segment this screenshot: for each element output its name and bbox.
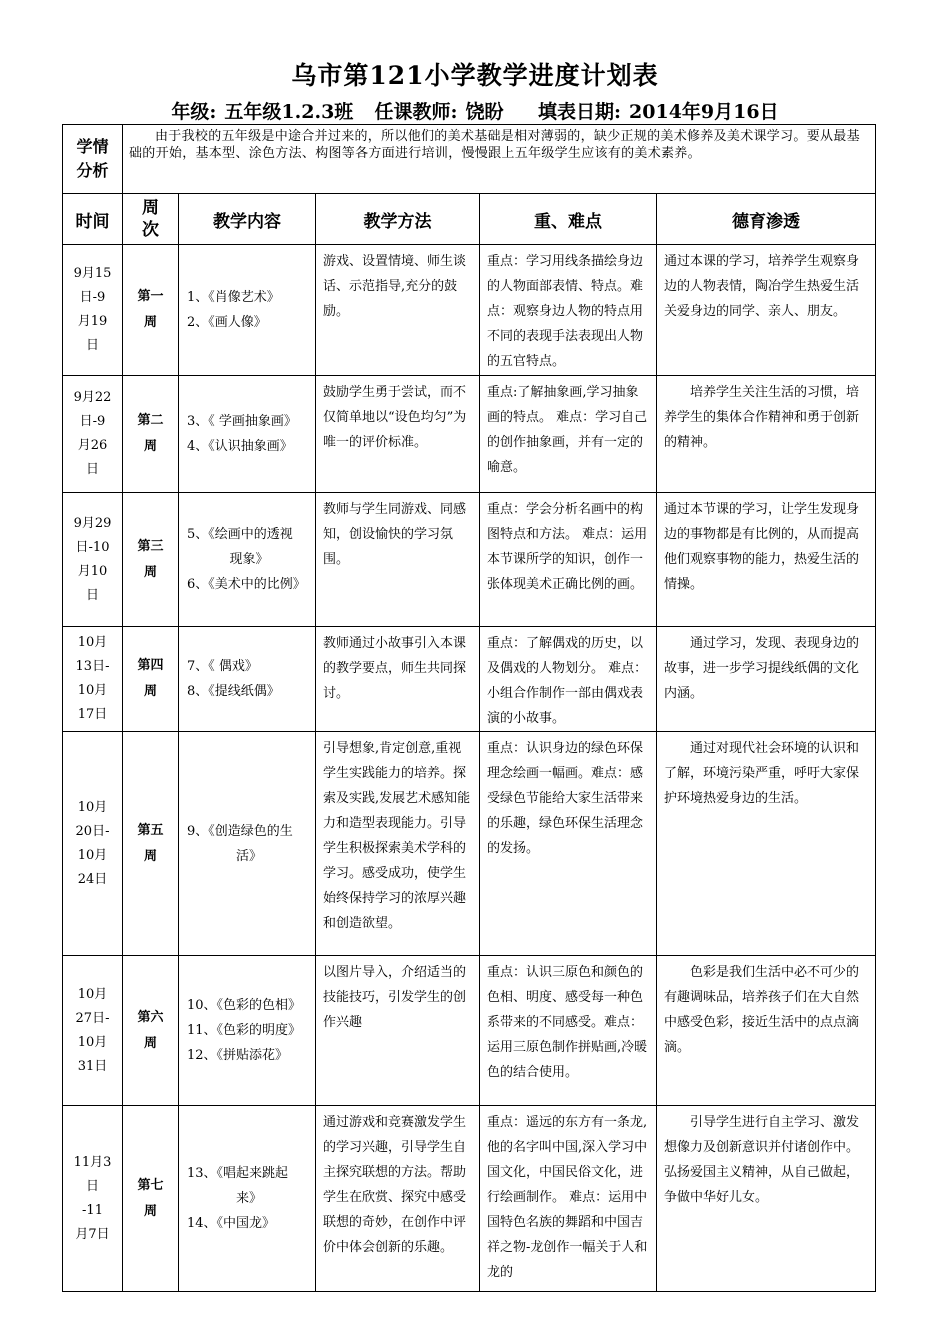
week-line: 第四 bbox=[137, 658, 164, 673]
week-line: 第一 bbox=[137, 289, 164, 304]
week-cell bbox=[123, 376, 179, 493]
moral-cell: 培养学生关注生活的习惯，培养学生的集体合作精神和勇于创新的精神。 bbox=[657, 376, 876, 493]
table-row bbox=[63, 1106, 876, 1292]
teacher-value: 饶盼 bbox=[465, 101, 504, 123]
focus-cell: 重点：认识身边的绿色环保理念绘画一幅画。难点：感受绿色节能给大家生活带来的乐趣，绿色环保生活理念的发扬。 bbox=[480, 732, 657, 956]
focus-cell: 重点：了解偶戏的历史，以及偶戏的人物划分。 难点：小组合作制作一部由偶戏表演的小故事。 bbox=[480, 627, 657, 732]
teacher-label: 任课教师: bbox=[374, 101, 458, 123]
time-line: 20日- bbox=[75, 823, 110, 839]
moral-cell: 通过对现代社会环境的认识和了解，环境污染严重，呼吁大家保护环境热爱身边的生活。 bbox=[657, 732, 876, 956]
time-line: 日 bbox=[85, 338, 99, 353]
method-cell: 以图片导入，介绍适当的技能技巧，引发学生的创作兴趣 bbox=[316, 956, 480, 1106]
moral-cell: 通过本课的学习，培养学生观察身边的人物表情，陶冶学生热爱生活关爱身边的同学、亲人、朋友。 bbox=[657, 245, 876, 376]
week-cell bbox=[123, 245, 179, 376]
time-cell bbox=[63, 627, 123, 732]
time-cell bbox=[63, 376, 123, 493]
time-cell bbox=[63, 245, 123, 376]
time-line: 9月22 bbox=[73, 390, 112, 405]
grade-value: 五年级1.2.3班 bbox=[224, 101, 354, 123]
week-line: 第二 bbox=[137, 413, 164, 428]
content-line: 4、《认识抽象画》 bbox=[187, 439, 293, 454]
content-cell bbox=[179, 627, 316, 732]
column-header-focus: 重、难点 bbox=[480, 194, 657, 245]
time-line: 日-9 bbox=[79, 414, 106, 429]
column-header-method: 教学方法 bbox=[316, 194, 480, 245]
focus-cell: 重点：学会分析名画中的构图特点和方法。 难点：运用本节课所学的知识，创作一张体现美术正确比例的画。 bbox=[480, 493, 657, 627]
time-line: 月26 bbox=[77, 438, 108, 453]
week-line: 周 bbox=[143, 1203, 157, 1219]
content-cell bbox=[179, 732, 316, 956]
week-line: 第七 bbox=[137, 1177, 164, 1193]
week-cell bbox=[123, 627, 179, 732]
grade-label: 年级: bbox=[171, 101, 217, 123]
header-row bbox=[63, 194, 876, 245]
time-line: 24日 bbox=[77, 871, 108, 887]
content-line: 6、《美术中的比例》 bbox=[187, 577, 306, 592]
method-cell: 游戏、设置情境、师生谈话、示范指导,充分的鼓励。 bbox=[316, 245, 480, 376]
time-line: 10月 bbox=[77, 986, 108, 1002]
method-cell: 通过游戏和竞赛激发学生的学习兴趣，引导学生自主探究联想的方法。帮助学生在欣赏、探究中感受联想的奇妙，在创作中评价中体会创新的乐趣。 bbox=[316, 1106, 480, 1292]
time-line: 17日 bbox=[77, 707, 108, 722]
content-line: 7、《 偶戏》 bbox=[187, 659, 258, 674]
analysis-label bbox=[63, 125, 123, 194]
content-cell bbox=[179, 493, 316, 627]
time-line: 13日- bbox=[75, 659, 110, 674]
time-line: 10月 bbox=[77, 1034, 108, 1050]
table-row bbox=[63, 376, 876, 493]
week-line: 第三 bbox=[137, 538, 164, 554]
focus-cell: 重点：认识三原色和颜色的色相、明度、感受每一种色系带来的不同感受。难点：运用三原色制作拼贴画,冷暖色的结合使用。 bbox=[480, 956, 657, 1106]
content-line: 3、《 学画抽象画》 bbox=[187, 414, 297, 429]
content-cell bbox=[179, 245, 316, 376]
header-line bbox=[0, 97, 950, 124]
page-title: 乌市第121小学教学进度计划表 bbox=[291, 61, 659, 90]
focus-cell: 重点：遥远的东方有一条龙,他的名字叫中国,深入学习中国文化，中国民俗文化，进行绘画制作。 难点：运用中国特色名族的舞蹈和中国吉祥之物-龙创作一幅关于人和龙的 bbox=[480, 1106, 657, 1292]
time-cell bbox=[63, 956, 123, 1106]
moral-cell: 色彩是我们生活中必不可少的有趣调味品，培养孩子们在大自然中感受色彩，接近生活中的点点滴滴。 bbox=[657, 956, 876, 1106]
focus-cell: 重点:了解抽象画,学习抽象画的特点。 难点：学习自己的创作抽象画，并有一定的喻意。 bbox=[480, 376, 657, 493]
week-line: 第六 bbox=[137, 1009, 164, 1025]
schedule-table bbox=[62, 124, 876, 1292]
time-line: 27日- bbox=[75, 1010, 110, 1026]
analysis-text: 由于我校的五年级是中途合并过来的，所以他们的美术基础是相对薄弱的，缺少正规的美术修养及美术课学习。要从最基础的开始，基本型、涂色方法、构图等各方面进行培训，慢慢跟上五年级学生应该有的美术素养。 bbox=[123, 125, 876, 194]
date-label: 填表日期: bbox=[538, 101, 622, 123]
method-cell: 教师通过小故事引入本课的教学要点，师生共同探讨。 bbox=[316, 627, 480, 732]
week-cell bbox=[123, 956, 179, 1106]
content-line: 活》 bbox=[235, 848, 262, 864]
content-cell bbox=[179, 376, 316, 493]
column-header-moral: 德育渗透 bbox=[657, 194, 876, 245]
column-header-time: 时间 bbox=[63, 194, 123, 245]
week-cell bbox=[123, 1106, 179, 1292]
analysis-label-line: 分析 bbox=[76, 161, 109, 180]
method-cell: 引导想象,肯定创意,重视学生实践能力的培养。探索及实践,发展艺术感知能力和造型表现能力。引导学生积极探索美术学科的学习。感受成功，使学生始终保持学习的浓厚兴趣和创造欲望。 bbox=[316, 732, 480, 956]
time-line: 日 bbox=[85, 462, 99, 477]
method-cell: 鼓励学生勇于尝试，而不仅简单地以“设色均匀”为唯一的评价标准。 bbox=[316, 376, 480, 493]
week-line: 周 bbox=[143, 564, 157, 580]
week-line: 周 bbox=[143, 1035, 157, 1051]
time-line: 9月29 bbox=[73, 515, 112, 531]
time-line: 日-10 bbox=[75, 539, 110, 555]
table-row bbox=[63, 732, 876, 956]
time-line: 月7日 bbox=[75, 1226, 110, 1242]
date-value: 2014年9月16日 bbox=[629, 101, 779, 123]
column-header-content: 教学内容 bbox=[179, 194, 316, 245]
content-line: 9、《创造绿色的生 bbox=[187, 823, 293, 839]
time-line: 日-9 bbox=[79, 290, 106, 305]
time-line: 10月 bbox=[77, 799, 108, 815]
content-cell bbox=[179, 1106, 316, 1292]
moral-cell: 通过学习，发现、表现身边的故事，进一步学习提线纸偶的文化内涵。 bbox=[657, 627, 876, 732]
week-header-line: 周 bbox=[142, 198, 159, 218]
table-row bbox=[63, 627, 876, 732]
time-cell bbox=[63, 732, 123, 956]
time-line: -11 bbox=[82, 1202, 103, 1218]
time-line: 月19 bbox=[77, 314, 108, 329]
time-line: 31日 bbox=[77, 1058, 108, 1074]
content-line: 13、《唱起来跳起 bbox=[187, 1166, 289, 1181]
time-line: 9月15 bbox=[73, 266, 112, 281]
week-line: 周 bbox=[143, 315, 157, 330]
week-line: 周 bbox=[143, 848, 157, 864]
time-line: 日 bbox=[85, 1178, 99, 1194]
moral-cell: 引导学生进行自主学习、激发想像力及创新意识并付诸创作中。弘扬爱国主义精神，从自己做起，争做中华好儿女。 bbox=[657, 1106, 876, 1292]
table-row bbox=[63, 493, 876, 627]
time-cell bbox=[63, 493, 123, 627]
time-line: 11月3 bbox=[73, 1154, 112, 1170]
table-row bbox=[63, 245, 876, 376]
analysis-label-line: 学情 bbox=[76, 137, 109, 156]
content-line: 1、《肖像艺术》 bbox=[187, 290, 280, 305]
table-row bbox=[63, 956, 876, 1106]
content-line: 12、《拼贴添花》 bbox=[187, 1048, 289, 1063]
time-line: 月10 bbox=[77, 563, 108, 579]
content-line: 10、《色彩的色相》 bbox=[187, 998, 302, 1013]
time-line: 10月 bbox=[77, 683, 108, 698]
content-line: 来》 bbox=[235, 1191, 262, 1206]
week-line: 周 bbox=[143, 439, 157, 454]
method-cell: 教师与学生同游戏、同感知，创设愉快的学习氛围。 bbox=[316, 493, 480, 627]
content-line: 8、《提线纸偶》 bbox=[187, 684, 280, 699]
focus-cell: 重点：学习用线条描绘身边的人物面部表情、特点。难点：观察身边人物的特点用不同的表现手法表现出人物的五官特点。 bbox=[480, 245, 657, 376]
week-cell bbox=[123, 732, 179, 956]
week-line: 第五 bbox=[137, 822, 164, 838]
content-line: 14、《中国龙》 bbox=[187, 1216, 276, 1231]
week-cell bbox=[123, 493, 179, 627]
column-header-week bbox=[123, 194, 179, 245]
time-line: 10月 bbox=[77, 635, 108, 650]
analysis-row bbox=[63, 125, 876, 194]
time-line: 10月 bbox=[77, 847, 108, 863]
time-line: 日 bbox=[85, 587, 99, 603]
time-cell bbox=[63, 1106, 123, 1292]
content-line: 2、《画人像》 bbox=[187, 315, 267, 330]
content-cell bbox=[179, 956, 316, 1106]
content-line: 11、《色彩的明度》 bbox=[187, 1023, 302, 1038]
content-line: 现象》 bbox=[229, 552, 269, 567]
week-header-line: 次 bbox=[142, 220, 159, 240]
week-line: 周 bbox=[143, 684, 157, 699]
content-line: 5、《绘画中的透视 bbox=[187, 527, 293, 542]
moral-cell: 通过本节课的学习，让学生发现身边的事物都是有比例的，从而提高他们观察事物的能力，热爱生活的情操。 bbox=[657, 493, 876, 627]
